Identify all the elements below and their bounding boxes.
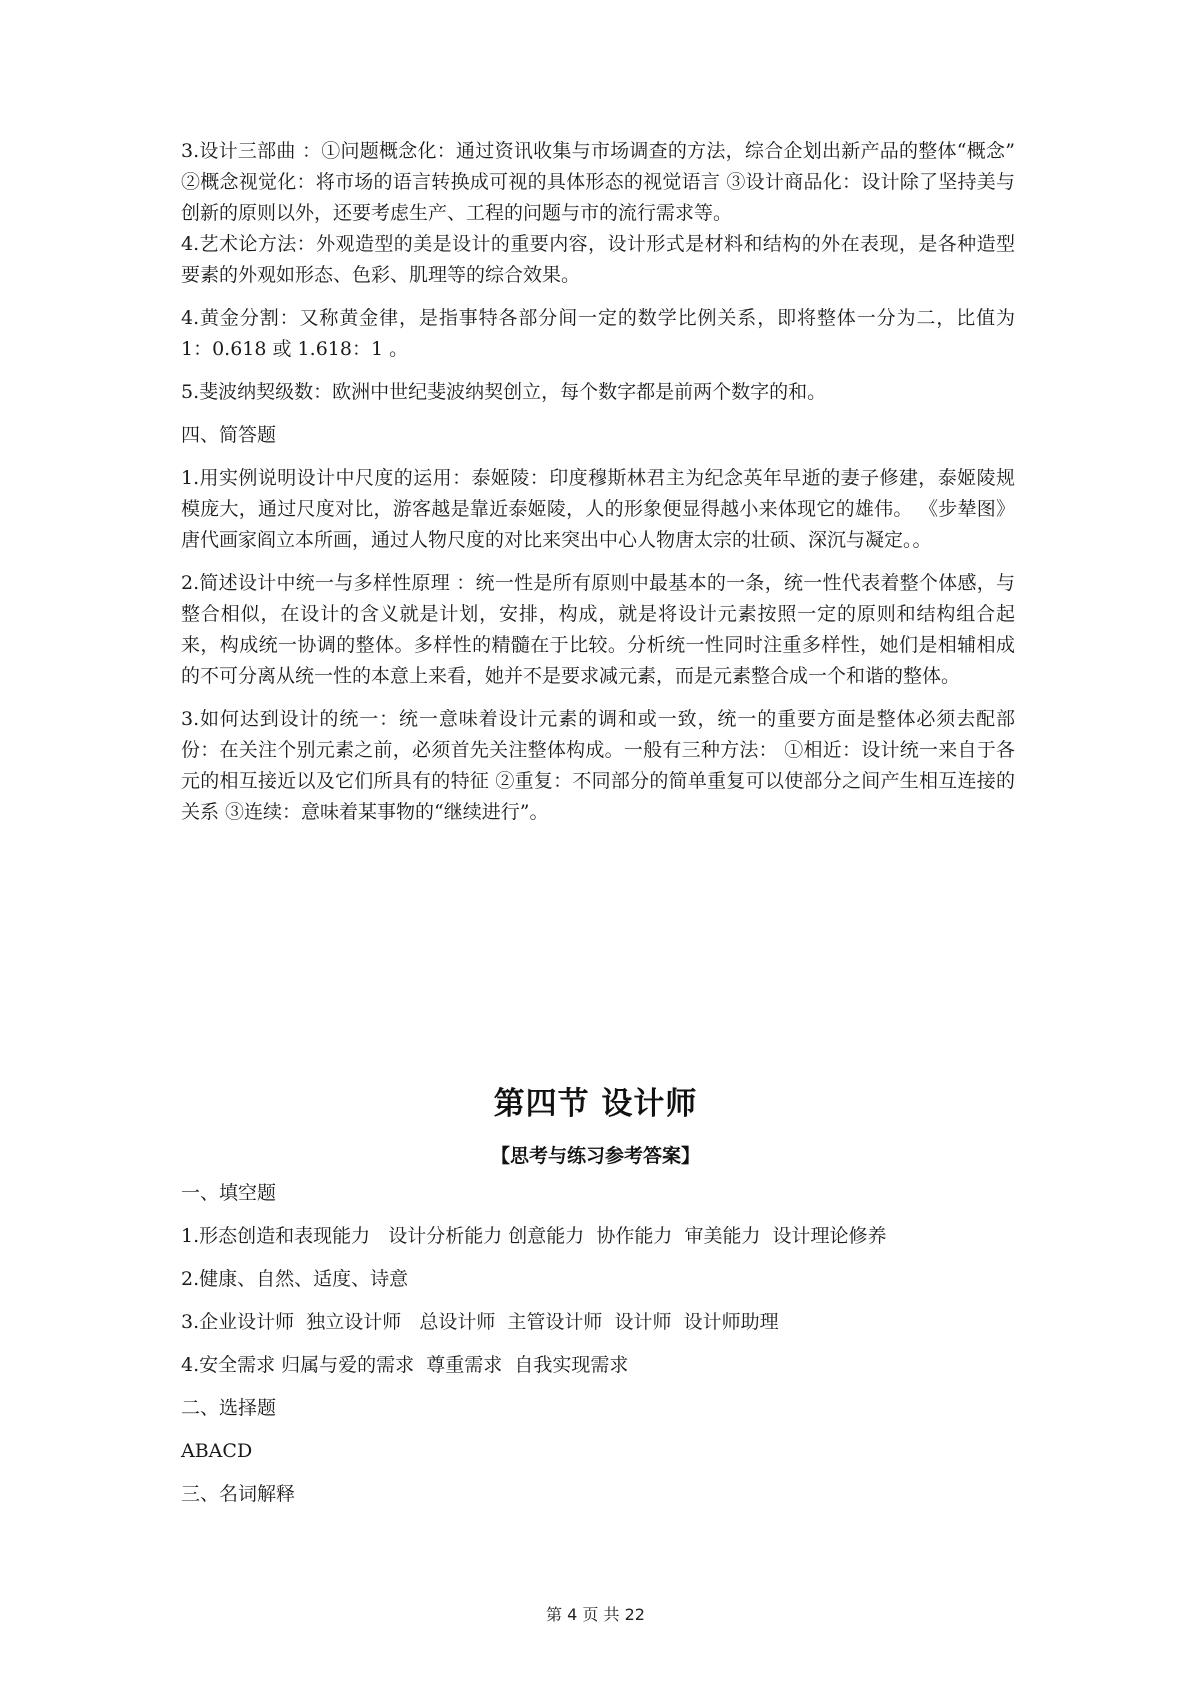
heading-fill-blank: 一、填空题 bbox=[181, 1182, 277, 1204]
section-title: 第四节 设计师 bbox=[493, 1086, 698, 1122]
heading-short-answer: 四、简答题 bbox=[181, 424, 277, 446]
fill-answer-2: 2.健康、自然、适度、诗意 bbox=[181, 1268, 409, 1290]
fill-answer-3: 3.企业设计师 独立设计师 总设计师 主管设计师 设计师 设计师助理 bbox=[181, 1311, 779, 1333]
paragraph-golden-ratio: 4.黄金分割：又称黄金律，是指事特各部分间一定的数学比例关系，即将整体一分为二，比值为 1：0.618 或 1.618：1 。 bbox=[181, 307, 1015, 360]
choice-answer: ABACD bbox=[181, 1440, 253, 1462]
answer-achieve-unity: 3.如何达到设计的统一：统一意味着设计元素的调和或一致，统一的重要方面是整体必须去配部份：在关注个别元素之前，必须首先关注整体构成。一般有三种方法： ①相近：设计统一来自于各元的相互接近以及它们所具有的特征 ②重复：不同部分的简单重复可以使部分之间产生相互连接的关系 ③连续：意味着某事物的“继续进行”。 bbox=[181, 708, 1015, 823]
fill-answer-4: 4.安全需求 归属与爱的需求 尊重需求 自我实现需求 bbox=[181, 1354, 629, 1376]
paragraph-fibonacci: 5.斐波纳契级数：欧洲中世纪斐波纳契创立，每个数字都是前两个数字的和。 bbox=[181, 381, 827, 403]
heading-choice: 二、选择题 bbox=[181, 1397, 277, 1419]
page-footer: 第 4 页 共 22 bbox=[546, 1605, 645, 1624]
section-content bbox=[181, 1178, 1015, 1522]
answer-unity-variety: 2.简述设计中统一与多样性原理 ：统一性是所有原则中最基本的一条，统一性代表着整个体感，与整合相似，在设计的含义就是计划，安排，构成，就是将设计元素按照一定的原则和结构组合起来，构成统一协调的整体。多样性的精髓在于比较。分析统一性同时注重多样性，她们是相辅相成的不可分离从统一性的本意上来看，她并不是要求减元素，而是元素整合成一个和谐的整体。 bbox=[181, 572, 1015, 687]
paragraph-art-method: 4.艺术论方法：外观造型的美是设计的重要内容，设计形式是材料和结构的外在表现，是各种造型要素的外观如形态、色彩、肌理等的综合效果。 bbox=[181, 233, 1015, 286]
paragraph-design-trilogy: 3.设计三部曲 ：①问题概念化：通过资讯收集与市场调查的方法，综合企划出新产品的整体“概念” ②概念视觉化：将市场的语言转换成可视的具体形态的视觉语言 ③设计商品化：设计除了坚持美与创新的原则以外，还要考虑生产、工程的问题与市的流行需求等。 bbox=[181, 140, 1015, 224]
answers-title: 【思考与练习参考答案】 bbox=[490, 1145, 700, 1167]
top-content bbox=[181, 136, 1015, 828]
answer-scale: 1.用实例说明设计中尺度的运用：泰姬陵：印度穆斯林君主为纪念英年早逝的妻子修建，泰姬陵规模庞大，通过尺度对比，游客越是靠近泰姬陵，人的形象便显得越小来体现它的雄伟。 《步辇图》唐代画家阎立本所画，通过人物尺度的对比来突出中心人物唐太宗的壮硕、深沉与凝定。。 bbox=[181, 467, 1015, 551]
fill-answer-1: 1.形态创造和表现能力 设计分析能力 创意能力 协作能力 审美能力 设计理论修养 bbox=[181, 1225, 887, 1247]
heading-terms: 三、名词解释 bbox=[181, 1483, 296, 1505]
